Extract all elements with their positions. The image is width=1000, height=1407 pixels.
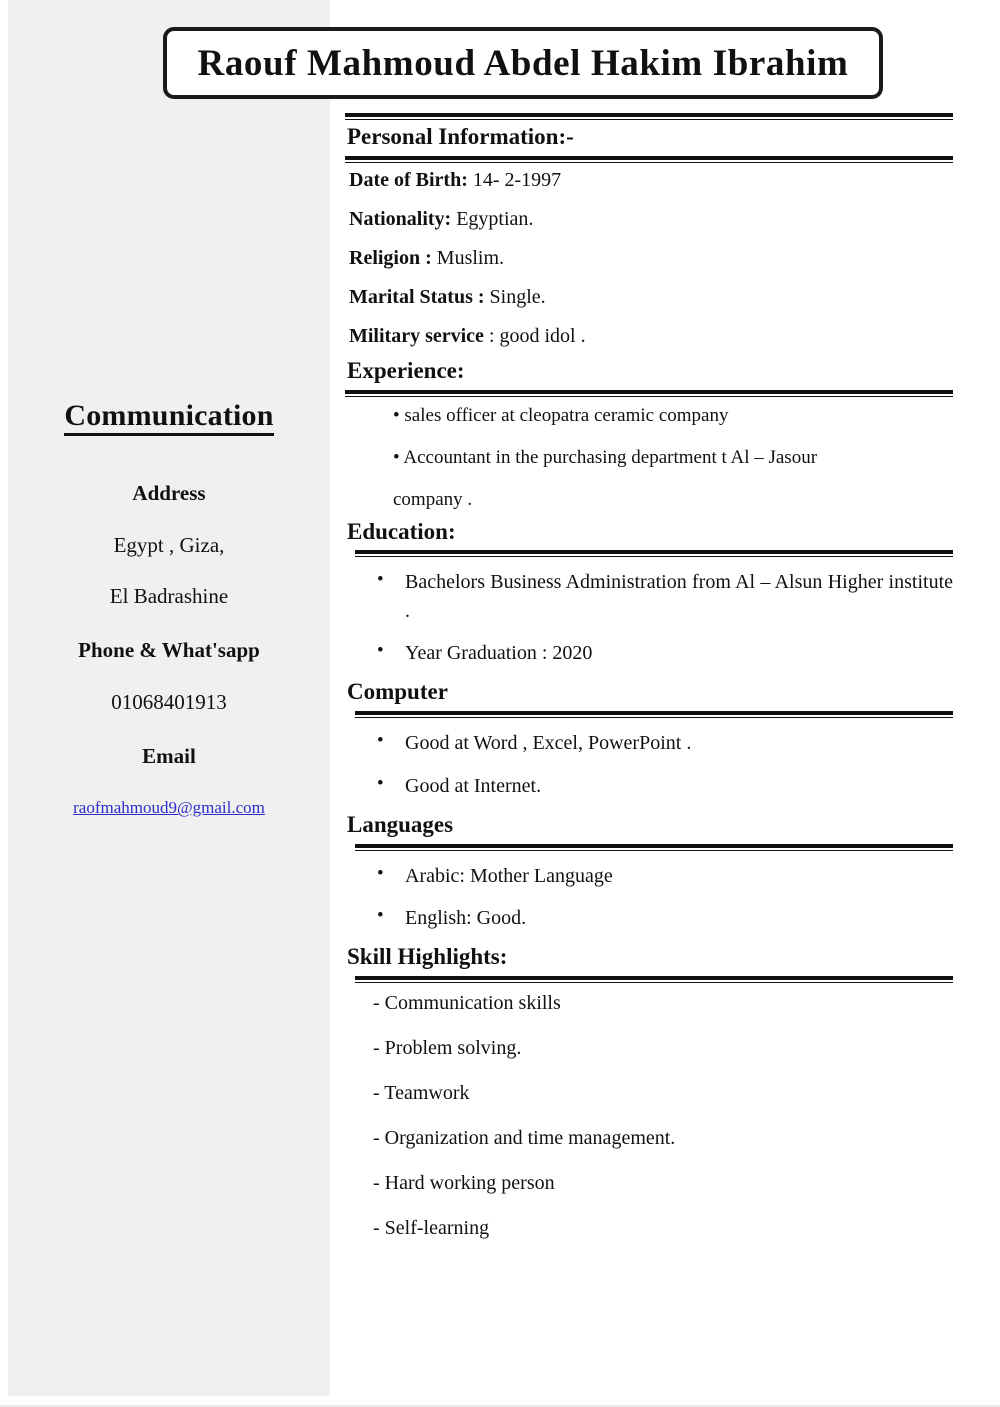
section-computer: [345, 675, 953, 808]
section-languages: [345, 808, 953, 941]
personal-information-rule-top: [345, 113, 953, 120]
computer-item: • Good at Word , Excel, PowerPoint .: [405, 729, 953, 757]
skill-highlights-rule: [355, 976, 953, 983]
field-label: Nationality:: [349, 207, 452, 230]
section-education: [345, 515, 953, 676]
phone-value: 01068401913: [111, 690, 227, 715]
main-content-column: [345, 113, 953, 1243]
skill-item: - Self-learning: [373, 1217, 490, 1240]
experience-item-continuation: company .: [393, 488, 473, 510]
languages-list: [345, 851, 953, 941]
skill-highlights-list: [345, 983, 953, 1243]
field-value: Egyptian.: [451, 207, 534, 230]
field-military-service: [349, 326, 953, 346]
computer-heading: Computer: [347, 679, 448, 705]
education-list: [345, 557, 953, 675]
skill-item: - Hard working person: [373, 1172, 555, 1195]
field-label: Marital Status :: [349, 285, 485, 308]
communication-heading: Communication: [64, 400, 273, 436]
languages-rule: [355, 844, 953, 851]
skill-item: - Communication skills: [373, 992, 561, 1015]
computer-item: • Good at Internet.: [405, 772, 953, 800]
field-label: Date of Birth:: [349, 168, 468, 191]
education-item: • Bachelors Business Administration from Al – Alsun Higher institute .: [405, 568, 953, 625]
address-line-2: El Badrashine: [109, 583, 229, 608]
email-link[interactable]: raofmahmoud9@gmail.com: [73, 798, 265, 818]
section-experience: [345, 354, 953, 515]
field-religion: [349, 248, 953, 268]
candidate-full-name: Raouf Mahmoud Abdel Hakim Ibrahim: [197, 42, 849, 84]
email-label: Email: [142, 744, 196, 769]
skill-item: - Teamwork: [373, 1082, 470, 1105]
field-date-of-birth: [349, 170, 953, 190]
communication-sidebar: [8, 400, 330, 818]
personal-information-rule-bottom: [345, 156, 953, 163]
field-marital-status: [349, 287, 953, 307]
skill-item: - Problem solving.: [373, 1037, 522, 1060]
languages-item: • English: Good.: [405, 904, 953, 932]
experience-list: [345, 397, 953, 515]
section-skill-highlights: [345, 940, 953, 1243]
experience-rule: [345, 390, 953, 397]
education-rule: [355, 550, 953, 557]
experience-item: • sales officer at cleopatra ceramic company: [393, 404, 729, 426]
skill-item: - Organization and time management.: [373, 1127, 676, 1150]
experience-item: • Accountant in the purchasing department t Al – Jasour: [393, 446, 818, 468]
name-banner: [163, 27, 883, 99]
languages-heading: Languages: [347, 811, 454, 837]
field-value: 14- 2-1997: [467, 168, 562, 191]
field-value: Muslim.: [431, 246, 505, 269]
phone-label: Phone & What'sapp: [78, 637, 260, 662]
computer-list: [345, 718, 953, 808]
education-heading: Education:: [347, 518, 456, 544]
skill-highlights-heading: Skill Highlights:: [347, 944, 508, 970]
address-line-1: Egypt , Giza,: [113, 532, 225, 557]
personal-information-body: [345, 163, 953, 354]
field-value: Single.: [484, 285, 546, 308]
communication-heading-wrap: [8, 400, 330, 482]
experience-heading: Experience:: [347, 357, 465, 383]
field-label: Military service: [349, 324, 484, 347]
field-nationality: [349, 209, 953, 229]
address-label: Address: [132, 480, 206, 505]
languages-item: • Arabic: Mother Language: [405, 862, 953, 890]
personal-information-heading: Personal Information:-: [347, 124, 574, 149]
section-personal-information: [345, 113, 953, 354]
education-item: • Year Graduation : 2020: [405, 639, 953, 667]
field-value: : good idol .: [483, 324, 586, 347]
computer-rule: [355, 711, 953, 718]
field-label: Religion :: [349, 246, 432, 269]
